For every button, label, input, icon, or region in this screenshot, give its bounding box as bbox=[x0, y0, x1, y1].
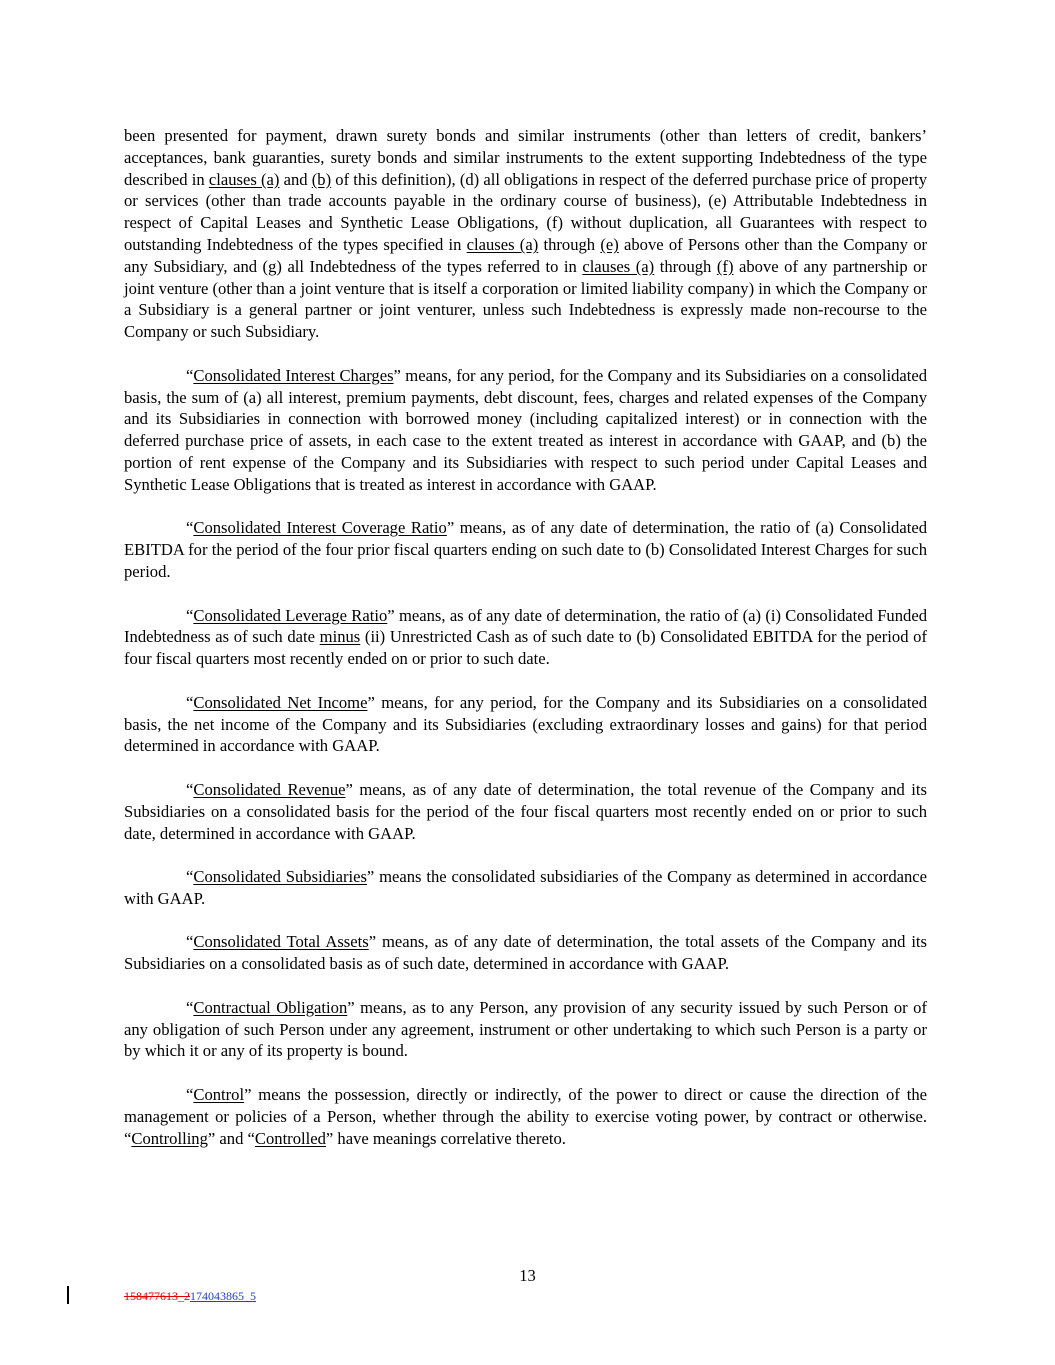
text-run: through bbox=[654, 256, 717, 276]
clause-reference: clauses (a) bbox=[582, 256, 655, 276]
definition-consolidated-interest-charges: “Consolidated Interest Charges” means, for any period, for the Company and its Subsidiaries on a consolidated basis, the sum of (a) all interest, premium payments, debt discount, fees, charges and related expenses of the Company and its Subsidiaries in connection with borrowed money (including capitalized interest) or in connection with the deferred purchase price of assets, in each case to the extent treated as interest in accordance with GAAP, and (b) the portion of rent expense of the Company and its Subsidiaries with respect to such period under Capital Leases and Synthetic Lease Obligations that is treated as interest in accordance with GAAP. bbox=[124, 365, 927, 494]
revision-change-bar bbox=[67, 1286, 69, 1304]
definition-text: ” means the consolidated subsidiaries of the Company as determined in accordance with GAAP. bbox=[124, 867, 928, 908]
definition-text: ” means the possession, directly or indirectly, of the power to direct or cause the direction of the management or policies of a Person, whether through the ability to exercise voting power, by contract or otherwise. “ bbox=[124, 1085, 927, 1148]
definition-text: ” have meanings correlative thereto. bbox=[325, 1128, 566, 1148]
clause-reference: clauses (a) bbox=[208, 169, 280, 189]
defined-term: Consolidated Net Income bbox=[193, 692, 368, 712]
text-run: above of any partnership or joint venture (other than a joint venture that is itself a corporation or limited liability company) in which the Company or a Subsidiary is a general partner or joint venturer, unless such Indebtedness is expressly made non-recourse to the Company or such Subsidiary. bbox=[124, 256, 927, 342]
document-body bbox=[124, 125, 927, 1171]
definition-contractual-obligation: “Contractual Obligation” means, as to any Person, any provision of any security issued by such Person or of any obligation of such Person under any agreement, instrument or other undertaking to which such Person is a party or by which it or any of its property is bound. bbox=[124, 997, 927, 1061]
definition-consolidated-net-income: “Consolidated Net Income” means, for any period, for the Company and its Subsidiaries on a consolidated basis, the net income of the Company and its Subsidiaries (excluding extraordinary losses and gains) for that period determined in accordance with GAAP. bbox=[124, 692, 927, 756]
clause-reference: (b) bbox=[311, 169, 332, 189]
document-id-inserted: 174043865_5 bbox=[190, 1289, 256, 1303]
text-run: through bbox=[538, 234, 601, 254]
definition-text: ” means, as of any date of determination, the total revenue of the Company and its Subsidiaries on a consolidated basis for the period of the four fiscal quarters most recently ended on or prior to such date, determined in accordance with GAAP. bbox=[124, 779, 927, 843]
definition-text: (ii) Unrestricted Cash as of such date to (b) Consolidated EBITDA for the period of four fiscal quarters most recently ended on or prior to such date. bbox=[124, 627, 927, 669]
definition-text: ” means, for any period, for the Company and its Subsidiaries on a consolidated basis, the sum of (a) all interest, premium payments, debt discount, fees, charges and related expenses of the Company and its Subsidiaries in connection with borrowed money (including capitalized interest) or in connection with the deferred purchase price of assets, in each case to the extent treated as interest in accordance with GAAP, and (b) the portion of rent expense of the Company and its Subsidiaries with respect to such period under Capital Leases and Synthetic Lease Obligations that is treated as interest in accordance with GAAP. bbox=[124, 365, 927, 494]
text-run: of this definition), (d) all obligations in respect of the deferred purchase price of property or services (other than trade accounts payable in the ordinary course of business), (e) Attributable Indebtedness in respect of Capital Leases and Synthetic Lease Obligations, (f) without duplication, all Guarantees with respect to outstanding Indebtedness of the types specified in bbox=[124, 169, 928, 254]
defined-term: Contractual Obligation bbox=[193, 997, 348, 1017]
text-run: been presented for payment, drawn surety bonds and similar instruments (other than letters of credit, bankers’ acceptances, bank guaranties, surety bonds and similar instruments to the extent supporting Indebtedness of the type described in bbox=[124, 126, 927, 189]
definition-control: “Control” means the possession, directly or indirectly, of the power to direct or cause the direction of the management or policies of a Person, whether through the ability to exercise voting power, by contract or otherwise. “Controlling” and “Controlled” have meanings correlative thereto. bbox=[124, 1085, 927, 1148]
definition-text: ” and “ bbox=[207, 1128, 255, 1148]
definition-text: ” means, as of any date of determination, the ratio of (a) Consolidated EBITDA for the period of the four prior fiscal quarters ending on such date to (b) Consolidated Interest Charges for such period. bbox=[124, 518, 927, 581]
defined-term: Controlled bbox=[254, 1128, 326, 1148]
text-run: above of Persons other than the Company or any Subsidiary, and (g) all Indebtedness of the types referred to in bbox=[124, 234, 928, 276]
document-id bbox=[124, 1289, 256, 1304]
page-number: 13 bbox=[519, 1266, 536, 1285]
clause-reference: (e) bbox=[600, 234, 619, 254]
definition-consolidated-interest-coverage-ratio: “Consolidated Interest Coverage Ratio” means, as of any date of determination, the ratio of (a) Consolidated EBITDA for the period of the four prior fiscal quarters ending on such date to (b) Consolidated Interest Charges for such period. bbox=[124, 518, 927, 581]
defined-term: Control bbox=[193, 1085, 245, 1105]
definition-text: ” means, as of any date of determination, the total assets of the Company and its Subsidiaries on a consolidated basis as of such date, determined in accordance with GAAP. bbox=[124, 932, 927, 974]
defined-term: Consolidated Interest Charges bbox=[193, 365, 394, 385]
defined-term: Consolidated Leverage Ratio bbox=[193, 605, 388, 625]
defined-term: Controlling bbox=[131, 1128, 208, 1148]
defined-term: Consolidated Revenue bbox=[193, 779, 346, 799]
definition-consolidated-leverage-ratio: “Consolidated Leverage Ratio” means, as of any date of determination, the ratio of (a) (i) Consolidated Funded Indebtedness as of such date minus (ii) Unrestricted Cash as of such date to (b) Consolidated EBITDA for the period of four fiscal quarters most recently ended on or prior to such date. bbox=[124, 605, 927, 669]
clause-reference: (f) bbox=[716, 256, 734, 276]
definition-text: ” means, as to any Person, any provision of any security issued by such Person or of any obligation of such Person under any agreement, instrument or other undertaking to which such Person is a party or by which it or any of its property is bound. bbox=[124, 997, 927, 1061]
text-run: and bbox=[279, 169, 312, 189]
defined-term: Consolidated Interest Coverage Ratio bbox=[193, 518, 447, 538]
clause-reference: clauses (a) bbox=[466, 234, 539, 254]
definition-text: ” means, for any period, for the Company and its Subsidiaries on a consolidated basis, the net income of the Company and its Subsidiaries (excluding extraordinary losses and gains) for that period determined in accordance with GAAP. bbox=[124, 692, 927, 756]
definition-text: ” means, as of any date of determination, the ratio of (a) (i) Consolidated Funded Indebtedness as of such date bbox=[124, 605, 927, 647]
definition-consolidated-subsidiaries: “Consolidated Subsidiaries” means the consolidated subsidiaries of the Company as determined in accordance with GAAP. bbox=[124, 867, 928, 908]
document-id-deleted: 158477613_2 bbox=[124, 1289, 190, 1303]
definition-consolidated-revenue: “Consolidated Revenue” means, as of any date of determination, the total revenue of the Company and its Subsidiaries on a consolidated basis for the period of the four fiscal quarters most recently ended on or prior to such date, determined in accordance with GAAP. bbox=[124, 779, 927, 843]
emphasized-word: minus bbox=[319, 627, 361, 647]
definition-consolidated-total-assets: “Consolidated Total Assets” means, as of any date of determination, the total assets of the Company and its Subsidiaries on a consolidated basis as of such date, determined in accordance with GAAP. bbox=[124, 932, 927, 974]
defined-term: Consolidated Total Assets bbox=[193, 932, 369, 952]
continuation-paragraph bbox=[124, 125, 927, 343]
defined-term: Consolidated Subsidiaries bbox=[193, 867, 367, 887]
